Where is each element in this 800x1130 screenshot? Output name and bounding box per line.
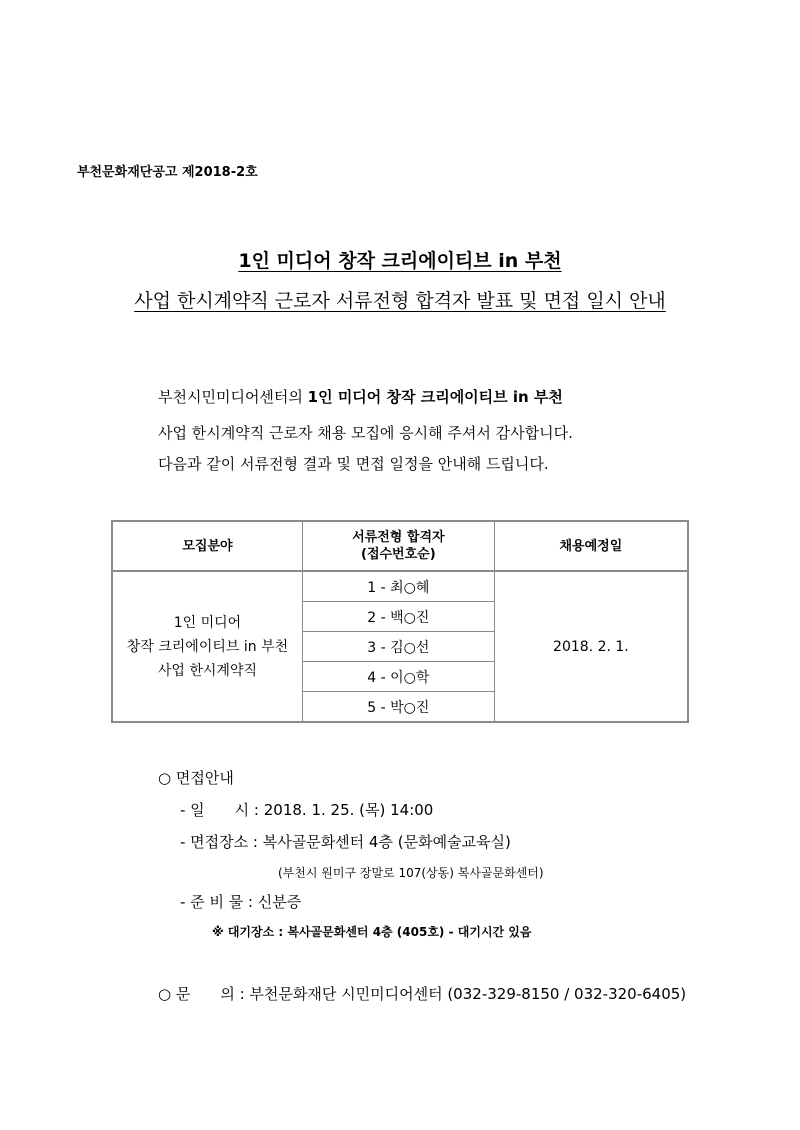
interview-items: - 준 비 물 : 신분증 (180, 893, 302, 911)
intro-line-3: 다음과 같이 서류전형 결과 및 면접 일정을 안내해 드립니다. (158, 455, 549, 473)
field-line: 1인 미디어 (173, 614, 242, 631)
intro-line-1-prefix: 부천시민미디어센터의 (158, 388, 308, 406)
candidate-cell: 1 - 최○혜 (302, 571, 494, 602)
intro-line-1-bold: 1인 미디어 창작 크리에이티브 in 부천 (307, 388, 563, 406)
candidate-cell: 4 - 이○학 (302, 662, 494, 692)
waiting-note: ※ 대기장소 : 복사골문화센터 4층 (405호) - 대기시간 있음 (212, 925, 532, 939)
intro-line-2: 사업 한시계약직 근로자 채용 모집에 응시해 주셔서 감사합니다. (158, 424, 573, 442)
field-cell (112, 571, 302, 722)
title-line-1 (0, 246, 800, 273)
header-passers-line-2: (접수번호순) (361, 547, 436, 562)
interview-heading: ○ 면접안내 (158, 769, 234, 787)
intro-line-1 (158, 386, 563, 407)
header-passers-line-1: 서류전형 합격자 (352, 530, 445, 545)
interview-place: - 면접장소 : 복사골문화센터 4층 (문화예술교육실) (180, 833, 511, 851)
result-table (111, 520, 689, 723)
title-line-1-text: 1인 미디어 창작 크리에이티브 in 부천 (238, 250, 562, 272)
interview-address: (부천시 원미구 장말로 107(상동) 복사골문화센터) (278, 866, 544, 880)
candidate-cell: 2 - 백○진 (302, 602, 494, 632)
candidate-cell: 3 - 김○선 (302, 632, 494, 662)
field-line: 창작 크리에이티브 in 부천 (126, 638, 289, 655)
title-line-2 (0, 286, 800, 313)
interview-datetime: - 일 시 : 2018. 1. 25. (목) 14:00 (180, 801, 434, 819)
field-line: 사업 한시계약직 (157, 662, 257, 679)
contact-line: ○ 문 의 : 부천문화재단 시민미디어센터 (032-329-8150 / 032-320-6405) (158, 985, 687, 1003)
header-field: 모집분야 (112, 521, 302, 571)
header-date: 채용예정일 (494, 521, 688, 571)
candidate-cell: 5 - 박○진 (302, 692, 494, 723)
header-passers (302, 521, 494, 571)
notice-number: 부천문화재단공고 제2018-2호 (77, 165, 258, 180)
title-line-2-text: 사업 한시계약직 근로자 서류전형 합격자 발표 및 면접 일시 안내 (134, 290, 666, 312)
hire-date-cell: 2018. 2. 1. (494, 571, 688, 722)
